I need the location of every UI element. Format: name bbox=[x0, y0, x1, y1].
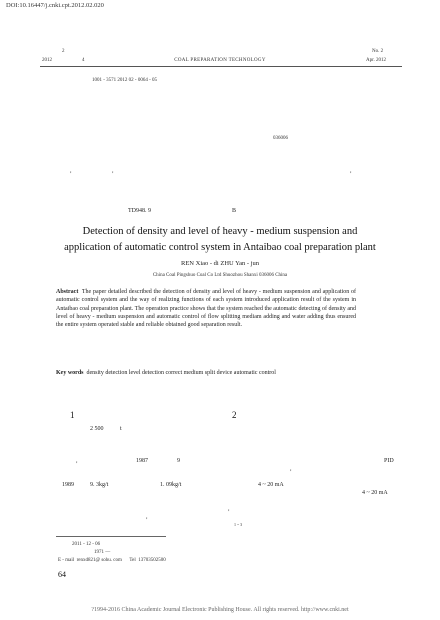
punct-mark: , bbox=[70, 168, 72, 174]
body-current-range-2: 4 ~ 20 mA bbox=[362, 490, 388, 496]
footnote-email bbox=[58, 558, 166, 563]
body-figure-ref: 1 ~ 3 bbox=[234, 522, 243, 527]
body-year-1989: 1989 bbox=[62, 482, 74, 488]
header-issue-right: No. 2 bbox=[372, 49, 384, 54]
footnote-email-address: renxd821@ sohu. com bbox=[76, 558, 122, 563]
title-line-2: application of automatic control system in Antaibao coal preparation plant bbox=[64, 242, 376, 253]
header-volume: 4 bbox=[82, 58, 85, 63]
punct-mark: , bbox=[112, 168, 114, 174]
body-capacity: 2 500 bbox=[90, 426, 104, 432]
body-pid: PID bbox=[384, 458, 394, 464]
punct-mark: , bbox=[350, 168, 352, 174]
header-issue-number: 2 bbox=[62, 49, 65, 54]
header-date: Apr. 2012 bbox=[366, 58, 386, 63]
journal-name: COAL PREPARATION TECHNOLOGY bbox=[174, 58, 266, 63]
section-1-number: 1 bbox=[70, 410, 75, 420]
body-value-1-09: 1. 09kg/t bbox=[160, 482, 182, 488]
punct-mark: , bbox=[146, 514, 148, 520]
footnote-rule bbox=[56, 536, 166, 537]
authors: REN Xiao - di ZHU Yan - jun bbox=[181, 260, 259, 267]
body-number-9: 9 bbox=[177, 458, 180, 464]
punct-mark: , bbox=[228, 506, 230, 512]
keywords-text: density detection level detection correct medium split device automatic control bbox=[86, 370, 276, 376]
header-year: 2012 bbox=[42, 58, 52, 63]
body-year-1987: 1987 bbox=[136, 458, 148, 464]
footnote-tel: 13703502500 bbox=[138, 558, 166, 563]
document-code: B bbox=[232, 208, 237, 214]
footnote-birth-year: 1971 — bbox=[94, 550, 111, 555]
footnote-received-date: 2011 - 12 - 06 bbox=[72, 542, 101, 547]
affiliation: China Coal Pingshuo Coal Co Ltd Shuozhou Shanxi 036006 China bbox=[152, 273, 288, 278]
punct-mark: , bbox=[76, 458, 78, 464]
footnote-email-label: E - mail bbox=[58, 558, 75, 563]
doi-text: DOI:10.16447/j.cnki.cpt.2012.02.020 bbox=[6, 2, 104, 9]
header-rule bbox=[40, 66, 402, 67]
abstract bbox=[56, 288, 356, 329]
punct-mark: , bbox=[290, 466, 292, 472]
copyright-footer: ?1994-2016 China Academic Journal Electronic Publishing House. All rights reserved. http://www.cnki.net bbox=[91, 607, 349, 613]
postcode: 036006 bbox=[273, 136, 288, 141]
body-value-9-3: 9. 3kg/t bbox=[90, 482, 109, 488]
section-2-number: 2 bbox=[232, 410, 237, 420]
page-number: 64 bbox=[58, 570, 66, 579]
abstract-text: The paper detailed described the detection of density and level of heavy - medium suspension and application of automatic control system and the way of realizing functions of each system introduced application result of the system in Antaibao coal preparation plant. The operation practice shows that the system reached the automatic detecting of density and level of heavy - medium suspension and automatic control of flow splitting mediam adding and water adding thus ensured the entire system operated stable and reliable obtained good separation result. bbox=[56, 289, 357, 329]
footnote-tel-label: Tel bbox=[129, 558, 136, 563]
title-line-1: Detection of density and level of heavy - medium suspension and bbox=[82, 226, 358, 237]
body-unit: t bbox=[120, 426, 122, 432]
keywords-label: Key words bbox=[56, 370, 84, 376]
clc-number: TD948. 9 bbox=[128, 208, 151, 214]
keywords bbox=[56, 370, 376, 376]
abstract-label: Abstract bbox=[56, 289, 79, 295]
body-current-range-1: 4 ~ 20 mA bbox=[258, 482, 284, 488]
article-code: 1001 - 3571 2012 02 - 0064 - 05 bbox=[92, 78, 157, 83]
